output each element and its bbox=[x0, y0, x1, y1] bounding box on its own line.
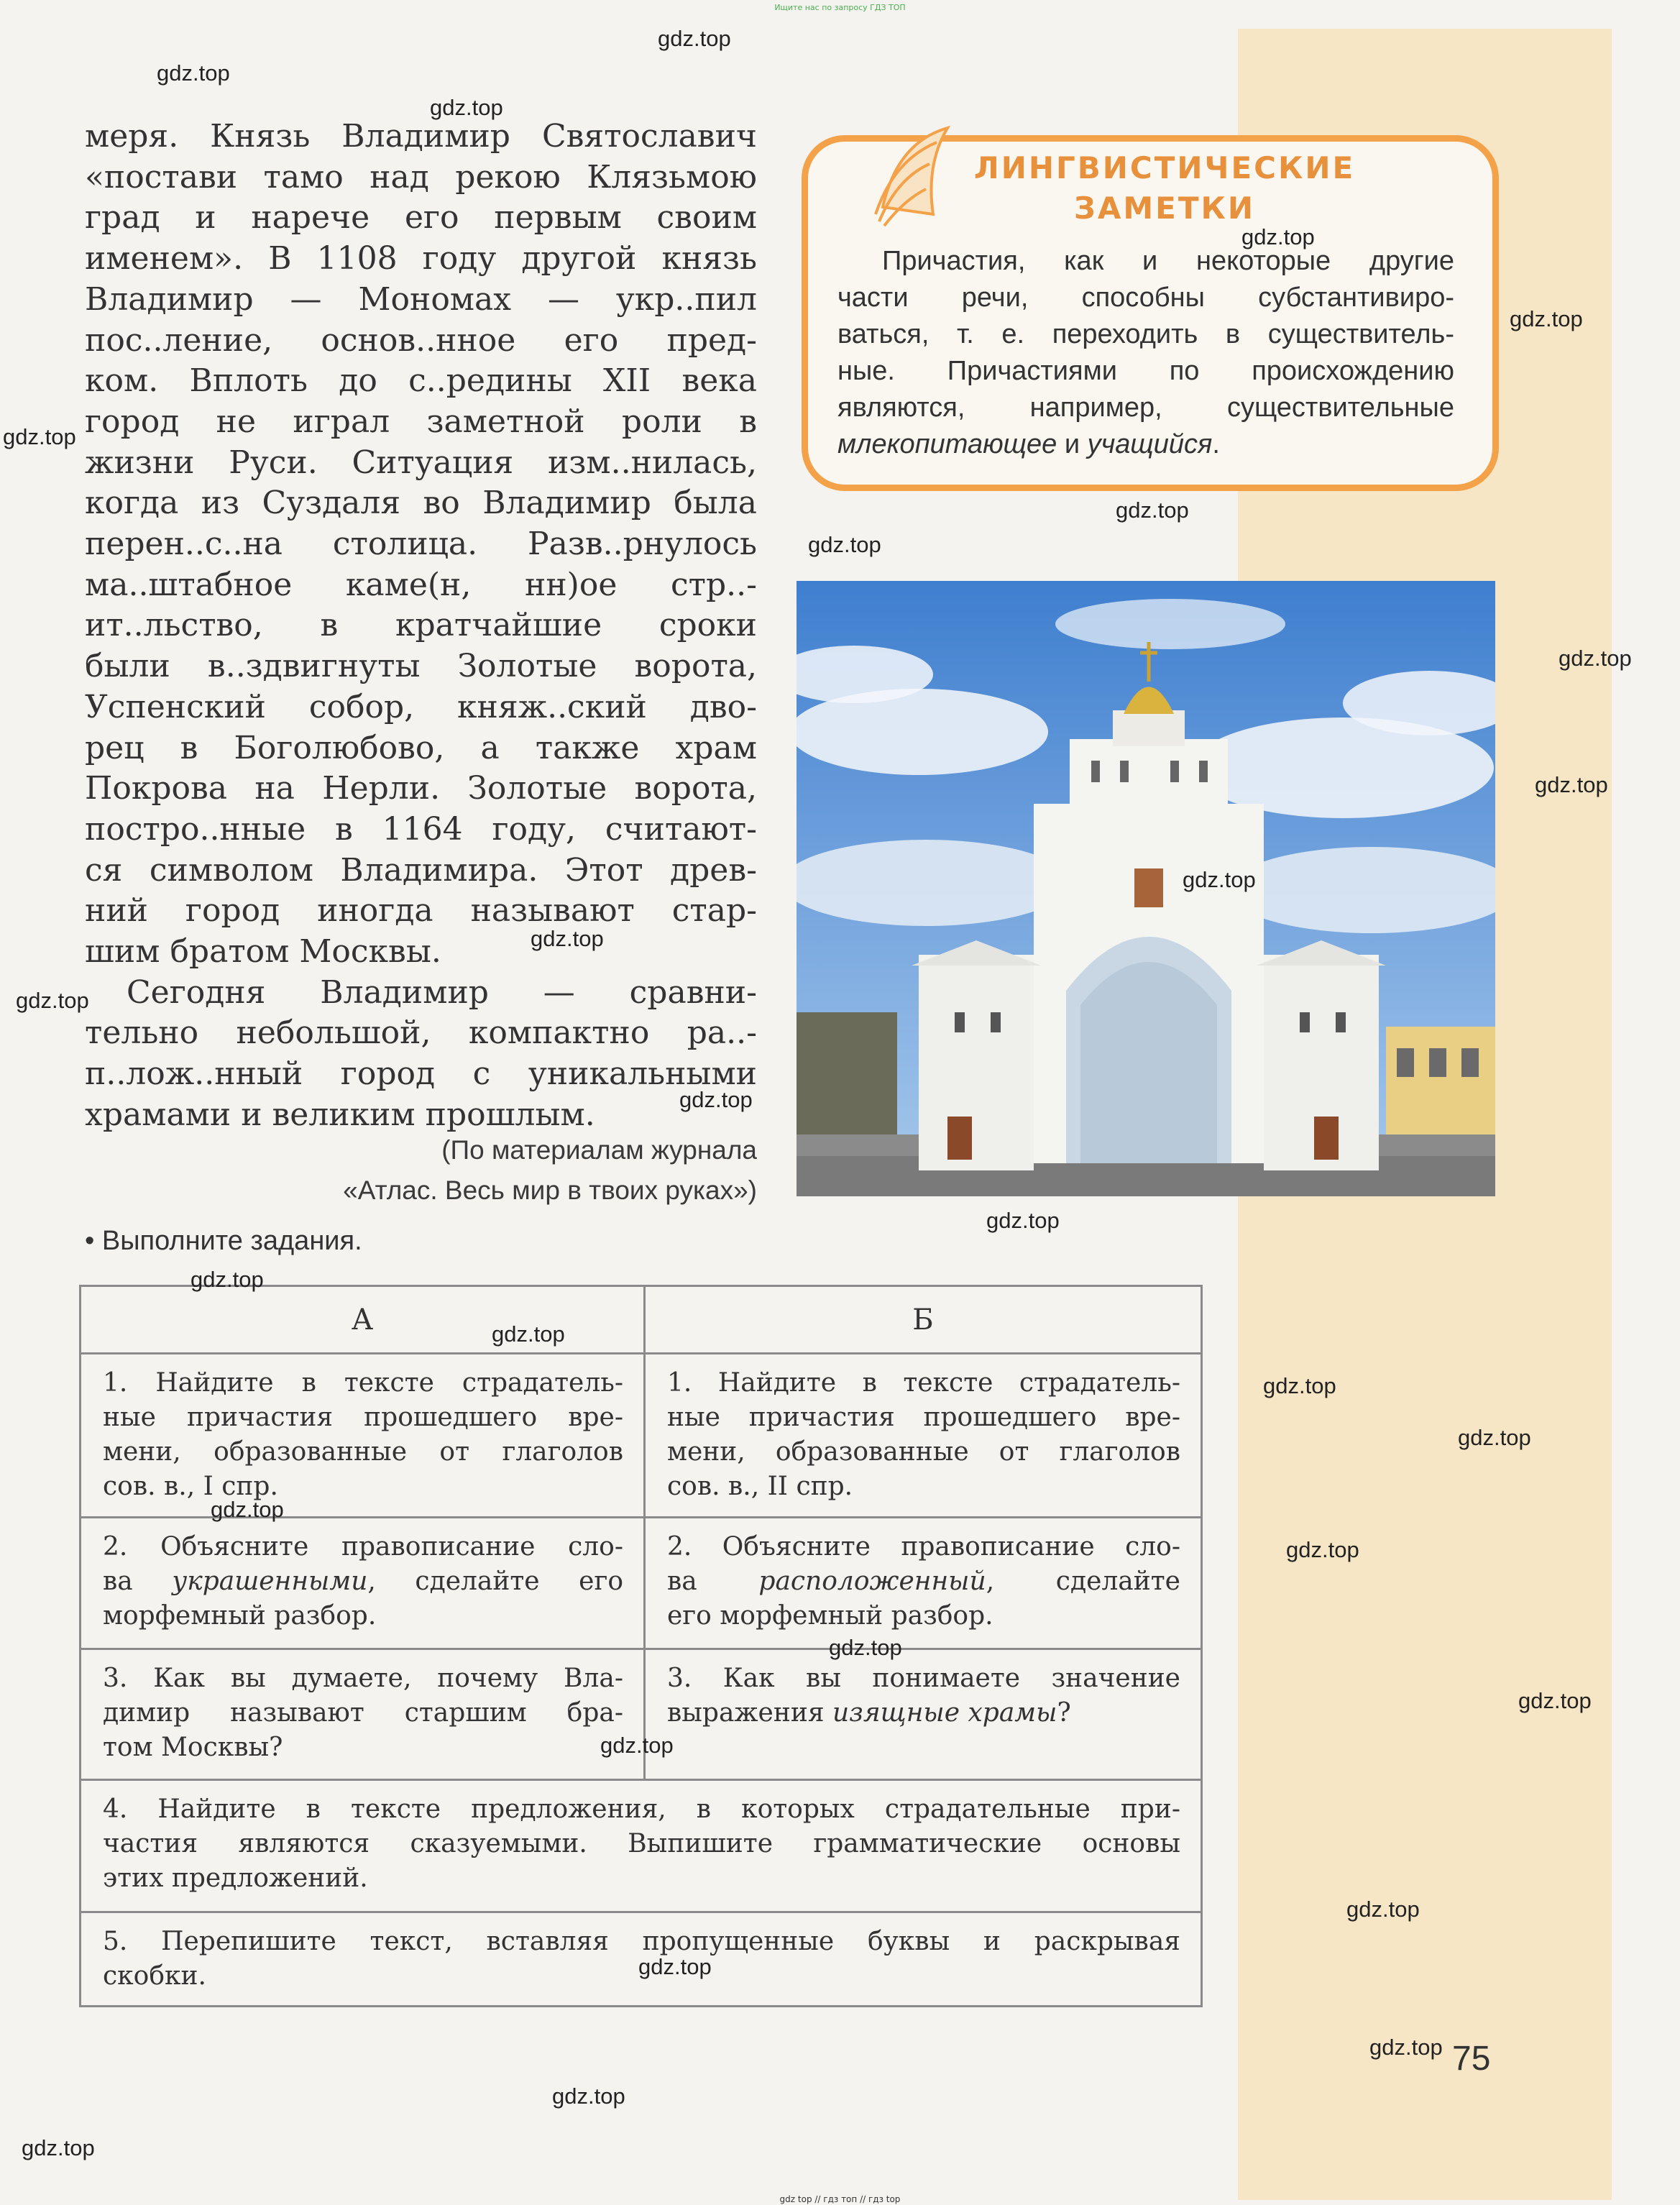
text-line: Покрова на Нерли. Золотые ворота, bbox=[85, 770, 757, 807]
task-text: ва bbox=[667, 1567, 759, 1596]
task-line: этих предложений. bbox=[103, 1864, 368, 1893]
watermark: gdz.top bbox=[1183, 867, 1256, 892]
text-line: Сегодня Владимир — сравни- bbox=[127, 973, 757, 1011]
text-line: шим братом Москвы. bbox=[85, 933, 441, 971]
column-header-a: А bbox=[81, 1286, 645, 1354]
task-line: ные причастия прошедшего вре- bbox=[667, 1403, 1180, 1432]
notes-line: являются, например, существительные bbox=[837, 393, 1454, 423]
task-b2 bbox=[645, 1518, 1202, 1649]
watermark: gdz.top bbox=[679, 1087, 753, 1112]
watermark: gdz.top bbox=[658, 26, 731, 51]
notes-body bbox=[837, 243, 1454, 463]
task-line: 5. Перепишите текст, вставляя пропущенные буквы и раскрывая bbox=[103, 1927, 1180, 1956]
task-a2 bbox=[81, 1518, 645, 1649]
task-line bbox=[103, 1564, 623, 1599]
text-line: Владимир — Мономах — укр..пил bbox=[85, 280, 757, 318]
task-text: выражения bbox=[667, 1698, 832, 1728]
source-line-2: «Атлас. Весь мир в твоих руках») bbox=[343, 1175, 757, 1205]
text-line: постро..нные в 1164 году, считают- bbox=[85, 810, 757, 848]
text-line: рец в Боголюбово, а также храм bbox=[85, 729, 757, 766]
notes-title bbox=[935, 148, 1395, 229]
text-line: когда из Суздаля во Владимир была bbox=[85, 485, 757, 522]
task-line: его морфемный разбор. bbox=[667, 1601, 993, 1631]
watermark: gdz.top bbox=[600, 1733, 674, 1758]
main-text bbox=[85, 116, 757, 1136]
watermark: gdz.top bbox=[157, 60, 230, 86]
column-header-b: Б bbox=[645, 1286, 1202, 1354]
golden-gate-photo bbox=[797, 581, 1495, 1196]
text-line: тельно небольшой, компактно ра..- bbox=[85, 1014, 757, 1052]
task-text: , сделайте bbox=[986, 1567, 1180, 1596]
watermark: gdz.top bbox=[829, 1635, 902, 1660]
watermark: gdz.top bbox=[191, 1267, 264, 1292]
source-line-1: (По материалам журнала bbox=[441, 1135, 757, 1165]
text-line: пос..ление, основ..нное его пред- bbox=[85, 321, 757, 359]
page-number: 75 bbox=[1452, 2040, 1491, 2078]
watermark: gdz.top bbox=[531, 926, 604, 951]
notes-text: . bbox=[1212, 429, 1220, 459]
tasks-table bbox=[79, 1285, 1203, 2007]
task-line: 4. Найдите в тексте предложения, в которых страдательные при- bbox=[103, 1794, 1180, 1824]
task-b1 bbox=[645, 1354, 1202, 1518]
watermark: gdz.top bbox=[492, 1321, 565, 1347]
notes-word: млекопитающее bbox=[837, 429, 1057, 459]
task-line: сов. в., II спр. bbox=[667, 1472, 853, 1501]
task-text: , сделайте его bbox=[367, 1567, 623, 1596]
task-word: украшенными bbox=[172, 1567, 368, 1596]
task-line: 2. Объясните правописание сло- bbox=[103, 1532, 623, 1562]
text-line: ком. Вплоть до с..редины XII века bbox=[85, 362, 757, 400]
watermark: gdz.top bbox=[638, 1954, 712, 1979]
watermark: gdz.top bbox=[211, 1497, 284, 1522]
task-line: 3. Как вы думаете, почему Вла- bbox=[103, 1664, 623, 1693]
task-line: мени, образованные от глаголов bbox=[667, 1437, 1180, 1467]
notes-line: ваться, т. е. переходить в существитель- bbox=[837, 319, 1454, 349]
notes-title-line: ЗАМЕТКИ bbox=[1074, 191, 1255, 226]
text-line: именем». В 1108 году другой князь bbox=[85, 240, 757, 278]
text-line: ний город иногда называют стар- bbox=[85, 892, 757, 930]
task-line: димир называют старшим бра- bbox=[103, 1698, 623, 1728]
notes-line bbox=[837, 426, 1454, 463]
watermark: gdz.top bbox=[1559, 646, 1632, 671]
task-line bbox=[667, 1564, 1180, 1599]
text-line: «постави тамо над рекою Клязьмою bbox=[85, 158, 757, 196]
watermark: gdz.top bbox=[1286, 1537, 1359, 1562]
watermark: gdz.top bbox=[1518, 1688, 1592, 1713]
task-a3 bbox=[81, 1649, 645, 1780]
watermark: gdz.top bbox=[1241, 224, 1315, 249]
watermark: gdz.top bbox=[808, 532, 881, 557]
instruction: • Выполните задания. bbox=[85, 1226, 362, 1256]
notes-word: учащийся bbox=[1087, 429, 1213, 459]
task-line: сов. в., I спр. bbox=[103, 1472, 278, 1501]
notes-title-line: ЛИНГВИСТИЧЕСКИЕ bbox=[973, 150, 1356, 185]
watermark: gdz.top bbox=[1346, 1897, 1420, 1922]
task-text: ? bbox=[1057, 1698, 1071, 1728]
text-line: ся символом Владимира. Этот древ- bbox=[85, 851, 757, 889]
watermark: gdz.top bbox=[1510, 306, 1583, 331]
task-line: частия являются сказуемыми. Выпишите грамматические основы bbox=[103, 1829, 1180, 1858]
task-a1 bbox=[81, 1354, 645, 1518]
text-line: град и нарече его первым своим bbox=[85, 199, 757, 237]
text-line: ма..штабное каме(н, нн)ое стр..- bbox=[85, 566, 757, 603]
task-line: 1. Найдите в тексте страдатель- bbox=[667, 1368, 1180, 1398]
watermark: gdz.top bbox=[1535, 772, 1608, 797]
text-line: перен..с..на столица. Разв..рнулось bbox=[85, 526, 757, 563]
task-word: расположенный bbox=[758, 1567, 986, 1596]
watermark: gdz.top bbox=[1116, 498, 1189, 523]
task-line: скобки. bbox=[103, 1961, 206, 1991]
watermark: gdz.top bbox=[1458, 1425, 1531, 1450]
task-line: морфемный разбор. bbox=[103, 1601, 377, 1631]
watermark: gdz.top bbox=[1369, 2035, 1443, 2060]
watermark: gdz.top bbox=[1263, 1373, 1336, 1398]
text-line: Успенский собор, княж..ский дво- bbox=[85, 688, 757, 725]
text-line: город не играл заметной роли в bbox=[85, 403, 757, 440]
watermark: gdz.top bbox=[16, 988, 89, 1013]
task-text: ва bbox=[103, 1567, 173, 1596]
task-line: мени, образованные от глаголов bbox=[103, 1437, 623, 1467]
top-note: Ищите нас по запросу ГДЗ ТОП bbox=[774, 3, 906, 12]
bottom-note: gdz top // гдз топ // гдз top bbox=[779, 2194, 901, 2204]
notes-text: и bbox=[1057, 429, 1088, 459]
text-line: были в..здвигнуты Золотые ворота, bbox=[85, 648, 757, 685]
watermark: gdz.top bbox=[3, 424, 76, 449]
task-b3 bbox=[645, 1649, 1202, 1780]
task-line: том Москвы? bbox=[103, 1733, 283, 1762]
task-word: изящные храмы bbox=[832, 1698, 1057, 1728]
watermark: gdz.top bbox=[986, 1208, 1060, 1233]
text-line: меря. Князь Владимир Святославич bbox=[85, 118, 757, 155]
text-line: храмами и великим прошлым. bbox=[85, 1096, 595, 1133]
task-line bbox=[667, 1696, 1180, 1730]
text-line: жизни Руси. Ситуация изм..нилась, bbox=[85, 444, 757, 481]
watermark: gdz.top bbox=[430, 95, 503, 120]
notes-line: ные. Причастиями по происхождению bbox=[837, 356, 1454, 386]
watermark: gdz.top bbox=[22, 2135, 95, 2160]
task-4 bbox=[81, 1780, 1202, 1912]
watermark: gdz.top bbox=[552, 2083, 625, 2109]
task-line: 3. Как вы понимаете значение bbox=[667, 1664, 1180, 1693]
text-line: ит..льство, в кратчайшие сроки bbox=[85, 607, 757, 644]
notes-line: части речи, способны субстантивиро- bbox=[837, 283, 1454, 313]
notes-line: Причастия, как и некоторые другие bbox=[882, 246, 1454, 276]
task-line: 1. Найдите в тексте страдатель- bbox=[103, 1368, 623, 1398]
text-line: п..лож..нный город с уникальными bbox=[85, 1055, 757, 1093]
task-line: ные причастия прошедшего вре- bbox=[103, 1403, 623, 1432]
task-line: 2. Объясните правописание сло- bbox=[667, 1532, 1180, 1562]
